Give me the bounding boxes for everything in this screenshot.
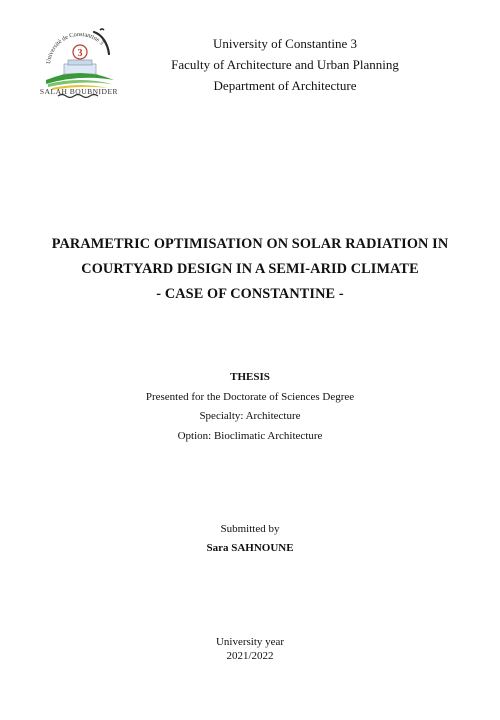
submitted-label: Submitted by — [220, 523, 280, 535]
year-value: 2021/2022 — [226, 650, 274, 662]
specialty-text: Specialty: Architecture — [199, 410, 301, 422]
thesis-label: THESIS — [230, 371, 270, 383]
academic-year-block — [50, 635, 450, 663]
option-text: Option: Bioclimatic Architecture — [177, 429, 323, 442]
faculty-name: Faculty of Architecture and Urban Planning — [171, 57, 399, 72]
author-name: Sara SAHNOUNE — [206, 542, 294, 554]
thesis-title — [20, 232, 480, 307]
degree-text: Presented for the Doctorate of Sciences Degree — [145, 390, 355, 403]
svg-text:3: 3 — [77, 48, 83, 59]
university-name: University of Constantine 3 — [212, 36, 358, 51]
submission-block — [50, 520, 450, 558]
title-line-3: - CASE OF CONSTANTINE - — [156, 286, 344, 302]
logo-caption: SALAH BOUBNIDER — [39, 87, 119, 96]
department-name: Department of Architecture — [213, 78, 357, 93]
seal-ring-text: Université de Constantine 3 — [45, 30, 105, 65]
title-line-1: PARAMETRIC OPTIMISATION ON SOLAR RADIATION IN — [51, 236, 449, 252]
thesis-info — [50, 368, 450, 446]
title-line-2: COURTYARD DESIGN IN A SEMI-ARID CLIMATE — [81, 261, 419, 277]
institution-header — [120, 33, 450, 96]
year-label: University year — [215, 636, 285, 648]
